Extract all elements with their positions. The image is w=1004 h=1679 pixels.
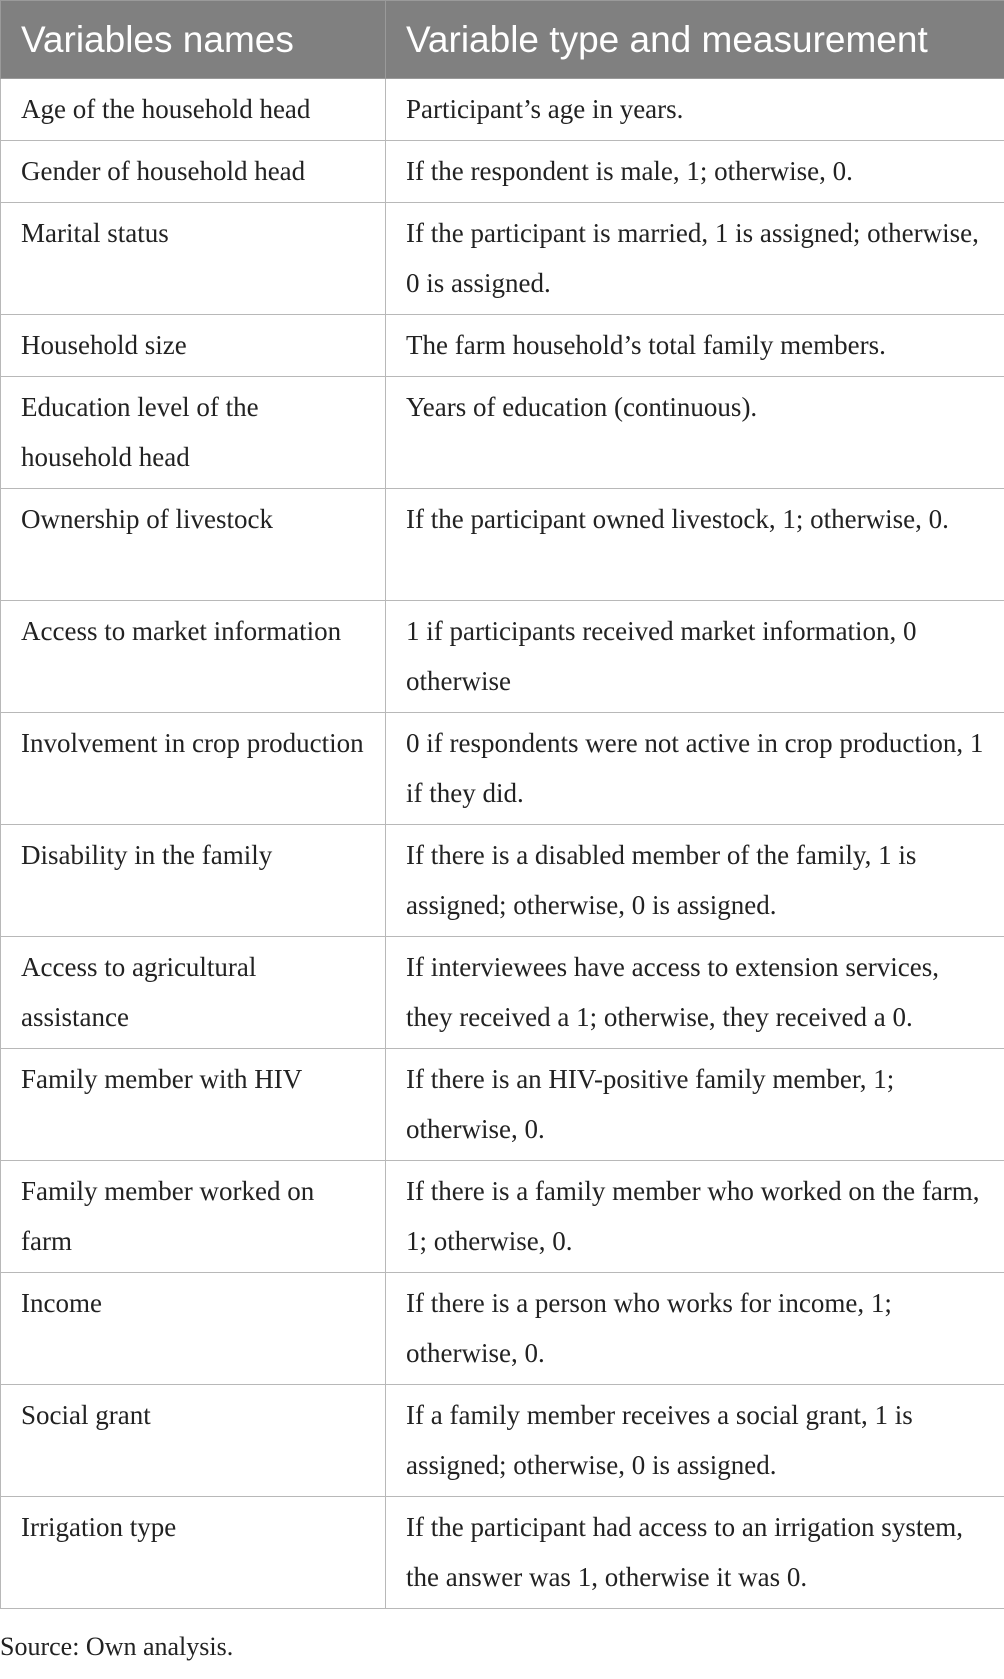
- table-row: [1, 1273, 1004, 1385]
- table-row: [1, 141, 1004, 203]
- variable-name-cell: Marital status: [1, 203, 386, 315]
- variable-name-cell: Family member worked on farm: [1, 1161, 386, 1273]
- source-note: Source: Own analysis.: [0, 1632, 234, 1661]
- variable-name-cell: Family member with HIV: [1, 1049, 386, 1161]
- table-row: [1, 937, 1004, 1049]
- table-row: [1, 315, 1004, 377]
- table-row: [1, 825, 1004, 937]
- variable-name-cell: Ownership of livestock: [1, 489, 386, 601]
- variable-measure-cell: If there is a disabled member of the family, 1 is assigned; otherwise, 0 is assigned.: [386, 825, 1004, 937]
- variable-name-cell: Gender of household head: [1, 141, 386, 203]
- table-row: [1, 1161, 1004, 1273]
- header-variable-measurement: Variable type and measurement: [386, 1, 1004, 79]
- variable-name-cell: Household size: [1, 315, 386, 377]
- variable-name-cell: Income: [1, 1273, 386, 1385]
- variable-measure-cell: The farm household’s total family members.: [386, 315, 1004, 377]
- variable-measure-cell: If the participant is married, 1 is assigned; otherwise, 0 is assigned.: [386, 203, 1004, 315]
- header-variable-name: Variables names: [1, 1, 386, 79]
- variable-measure-cell: Years of education (continuous).: [386, 377, 1004, 489]
- variable-name-cell: Access to market information: [1, 601, 386, 713]
- variable-measure-cell: 0 if respondents were not active in crop production, 1 if they did.: [386, 713, 1004, 825]
- variable-measure-cell: If interviewees have access to extension services, they received a 1; otherwise, they received a 0.: [386, 937, 1004, 1049]
- table-row: [1, 79, 1004, 141]
- variable-measure-cell: If a family member receives a social grant, 1 is assigned; otherwise, 0 is assigned.: [386, 1385, 1004, 1497]
- variable-measure-cell: Participant’s age in years.: [386, 79, 1004, 141]
- variable-name-cell: Involvement in crop production: [1, 713, 386, 825]
- variable-name-cell: Age of the household head: [1, 79, 386, 141]
- variable-name-cell: Education level of the household head: [1, 377, 386, 489]
- variable-name-cell: Disability in the family: [1, 825, 386, 937]
- variable-measure-cell: If the participant owned livestock, 1; otherwise, 0.: [386, 489, 1004, 601]
- table-header-row: [1, 1, 1004, 79]
- table-row: [1, 1385, 1004, 1497]
- variable-measure-cell: If the participant had access to an irrigation system, the answer was 1, otherwise it was 0.: [386, 1497, 1004, 1609]
- table-row: [1, 489, 1004, 601]
- variable-measure-cell: If there is a family member who worked on the farm, 1; otherwise, 0.: [386, 1161, 1004, 1273]
- table-row: [1, 203, 1004, 315]
- variable-name-cell: Irrigation type: [1, 1497, 386, 1609]
- table-row: [1, 601, 1004, 713]
- table-row: [1, 377, 1004, 489]
- variable-name-cell: Access to agricultural assistance: [1, 937, 386, 1049]
- table-row: [1, 1497, 1004, 1609]
- variable-name-cell: Social grant: [1, 1385, 386, 1497]
- variable-measure-cell: If there is an HIV-positive family member, 1; otherwise, 0.: [386, 1049, 1004, 1161]
- table-row: [1, 713, 1004, 825]
- variable-measure-cell: If there is a person who works for income, 1; otherwise, 0.: [386, 1273, 1004, 1385]
- variable-measure-cell: 1 if participants received market information, 0 otherwise: [386, 601, 1004, 713]
- table-row: [1, 1049, 1004, 1161]
- variable-measure-cell: If the respondent is male, 1; otherwise, 0.: [386, 141, 1004, 203]
